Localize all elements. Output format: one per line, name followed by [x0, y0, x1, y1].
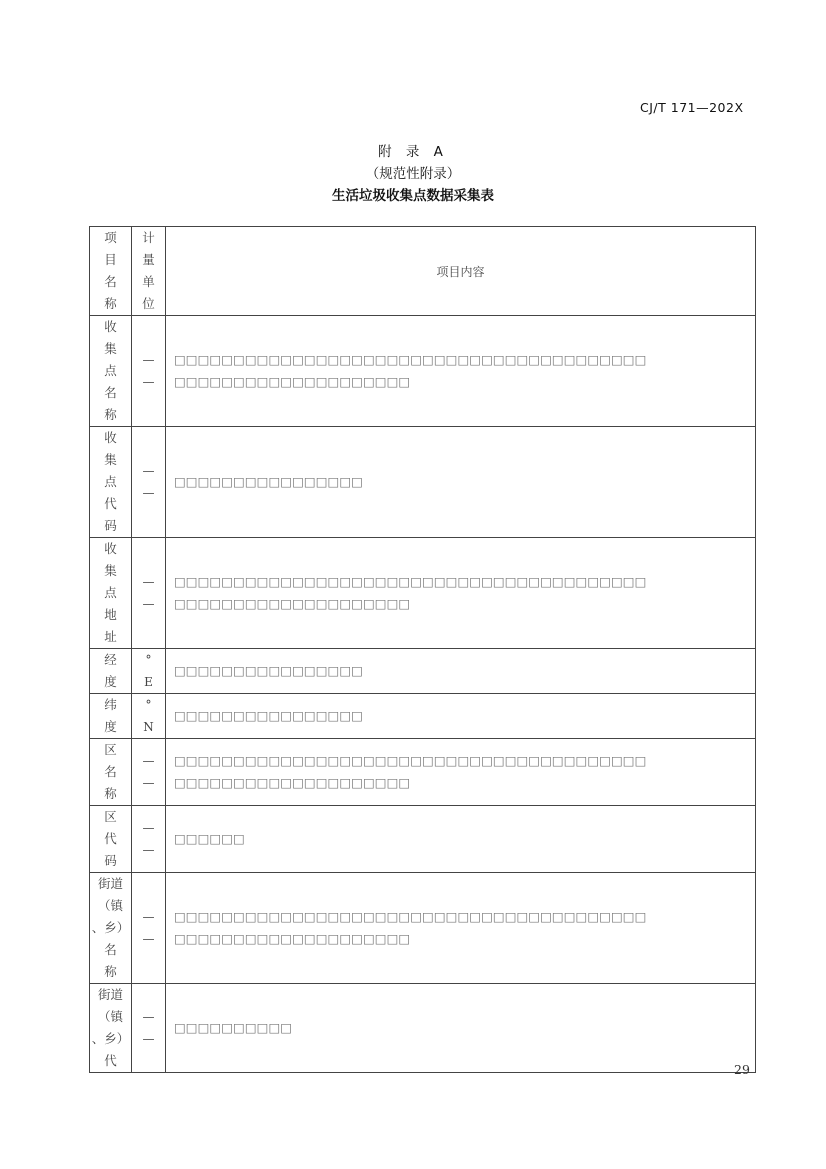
placeholder-boxes: □□□□□□□□□□□□□□□□□□□□ [174, 596, 411, 611]
unit-text: — [142, 1010, 155, 1024]
row-content [166, 806, 756, 873]
row-unit [132, 694, 166, 739]
placeholder-boxes: □□□□□□□□□□□□□□□□□□□□ [174, 931, 411, 946]
placeholder-boxes: □□□□□□□□□□□□□□□□ [174, 663, 363, 678]
placeholder-boxes: □□□□□□ [174, 831, 245, 846]
row-item-name [90, 873, 132, 984]
table-row [90, 316, 756, 427]
item-name-char: 集 [104, 563, 117, 578]
row-unit [132, 984, 166, 1073]
item-name-char: 、乡） [91, 920, 130, 935]
row-unit [132, 649, 166, 694]
header-unit: 计 量 单 位 [132, 227, 166, 316]
unit-text: — [142, 910, 155, 924]
table-row [90, 694, 756, 739]
unit-text: — [142, 575, 155, 589]
row-content [166, 694, 756, 739]
row-content [166, 739, 756, 806]
unit-text: — [142, 375, 155, 389]
item-name-char: 度 [104, 674, 117, 689]
unit-text: ° [145, 698, 152, 712]
item-name-char: 代 [104, 831, 117, 846]
data-collection-table [89, 226, 756, 1073]
item-name-char: 代 [104, 496, 117, 511]
item-name-char: 码 [104, 853, 117, 868]
table-row [90, 984, 756, 1073]
item-name-char: 收 [104, 430, 117, 445]
item-name-char: 纬 [104, 697, 117, 712]
item-name-char: 点 [104, 585, 117, 600]
unit-text: N [143, 720, 154, 734]
item-name-char: 收 [104, 319, 117, 334]
item-name-char: 名 [104, 942, 117, 957]
item-name-char: 收 [104, 541, 117, 556]
placeholder-boxes: □□□□□□□□□□□□□□□□□□□□□□□□□□□□□□□□□□□□□□□□ [174, 574, 647, 589]
title-block [0, 141, 826, 207]
item-name-char: 、乡） [91, 1031, 130, 1046]
row-content [166, 427, 756, 538]
unit-text: — [142, 353, 155, 367]
table-row [90, 739, 756, 806]
appendix-type: （规范性附录） [365, 166, 461, 182]
item-name-char: 点 [104, 474, 117, 489]
item-name-char: 集 [104, 341, 117, 356]
placeholder-boxes: □□□□□□□□□□□□□□□□□□□□□□□□□□□□□□□□□□□□□□□□ [174, 753, 647, 768]
placeholder-boxes: □□□□□□□□□□ [174, 1020, 293, 1035]
item-name-char: 称 [104, 407, 117, 422]
unit-text: E [144, 675, 153, 689]
row-unit [132, 739, 166, 806]
unit-text: — [142, 754, 155, 768]
row-item-name [90, 694, 132, 739]
row-unit [132, 316, 166, 427]
row-item-name [90, 427, 132, 538]
table-title: 生活垃圾收集点数据采集表 [332, 188, 494, 204]
unit-text: — [142, 486, 155, 500]
table-row [90, 649, 756, 694]
placeholder-boxes: □□□□□□□□□□□□□□□□□□□□ [174, 775, 411, 790]
item-name-char: 集 [104, 452, 117, 467]
placeholder-boxes: □□□□□□□□□□□□□□□□□□□□□□□□□□□□□□□□□□□□□□□□ [174, 909, 647, 924]
unit-text: — [142, 597, 155, 611]
item-name-char: 地 [104, 607, 117, 622]
item-name-char: （镇 [97, 898, 123, 913]
item-name-char: 点 [104, 363, 117, 378]
item-name-char: 名 [104, 385, 117, 400]
row-item-name [90, 984, 132, 1073]
row-content [166, 649, 756, 694]
item-name-char: 街道 [97, 987, 123, 1002]
unit-text: ° [145, 653, 152, 667]
item-name-char: （镇 [97, 1009, 123, 1024]
standard-number: CJ/T 171—202X [640, 100, 744, 115]
item-name-char: 称 [104, 786, 117, 801]
row-content [166, 316, 756, 427]
row-item-name [90, 316, 132, 427]
item-name-char: 址 [104, 629, 117, 644]
placeholder-boxes: □□□□□□□□□□□□□□□□ [174, 474, 363, 489]
item-name-char: 码 [104, 518, 117, 533]
page-number: 29 [734, 1062, 750, 1077]
unit-text: — [142, 932, 155, 946]
header-item-name: 项 目 名 称 [90, 227, 132, 316]
table-header-row [90, 227, 756, 316]
row-item-name [90, 739, 132, 806]
item-name-char: 名 [104, 764, 117, 779]
row-item-name [90, 806, 132, 873]
row-item-name [90, 538, 132, 649]
appendix-label: 附 录 A [378, 144, 448, 160]
row-unit [132, 873, 166, 984]
row-content [166, 538, 756, 649]
item-name-char: 度 [104, 719, 117, 734]
table-row [90, 873, 756, 984]
row-unit [132, 806, 166, 873]
unit-text: — [142, 776, 155, 790]
unit-text: — [142, 464, 155, 478]
row-unit [132, 427, 166, 538]
unit-text: — [142, 1032, 155, 1046]
table-row [90, 806, 756, 873]
row-content [166, 984, 756, 1073]
unit-text: — [142, 821, 155, 835]
row-unit [132, 538, 166, 649]
placeholder-boxes: □□□□□□□□□□□□□□□□□□□□□□□□□□□□□□□□□□□□□□□□ [174, 352, 647, 367]
header-content: 项目内容 [166, 227, 756, 316]
item-name-char: 代 [104, 1053, 117, 1068]
table-row [90, 538, 756, 649]
placeholder-boxes: □□□□□□□□□□□□□□□□□□□□ [174, 374, 411, 389]
table-row [90, 427, 756, 538]
item-name-char: 街道 [97, 876, 123, 891]
placeholder-boxes: □□□□□□□□□□□□□□□□ [174, 708, 363, 723]
unit-text: — [142, 843, 155, 857]
item-name-char: 区 [104, 742, 117, 757]
row-item-name [90, 649, 132, 694]
item-name-char: 区 [104, 809, 117, 824]
item-name-char: 称 [104, 964, 117, 979]
row-content [166, 873, 756, 984]
item-name-char: 经 [104, 652, 117, 667]
